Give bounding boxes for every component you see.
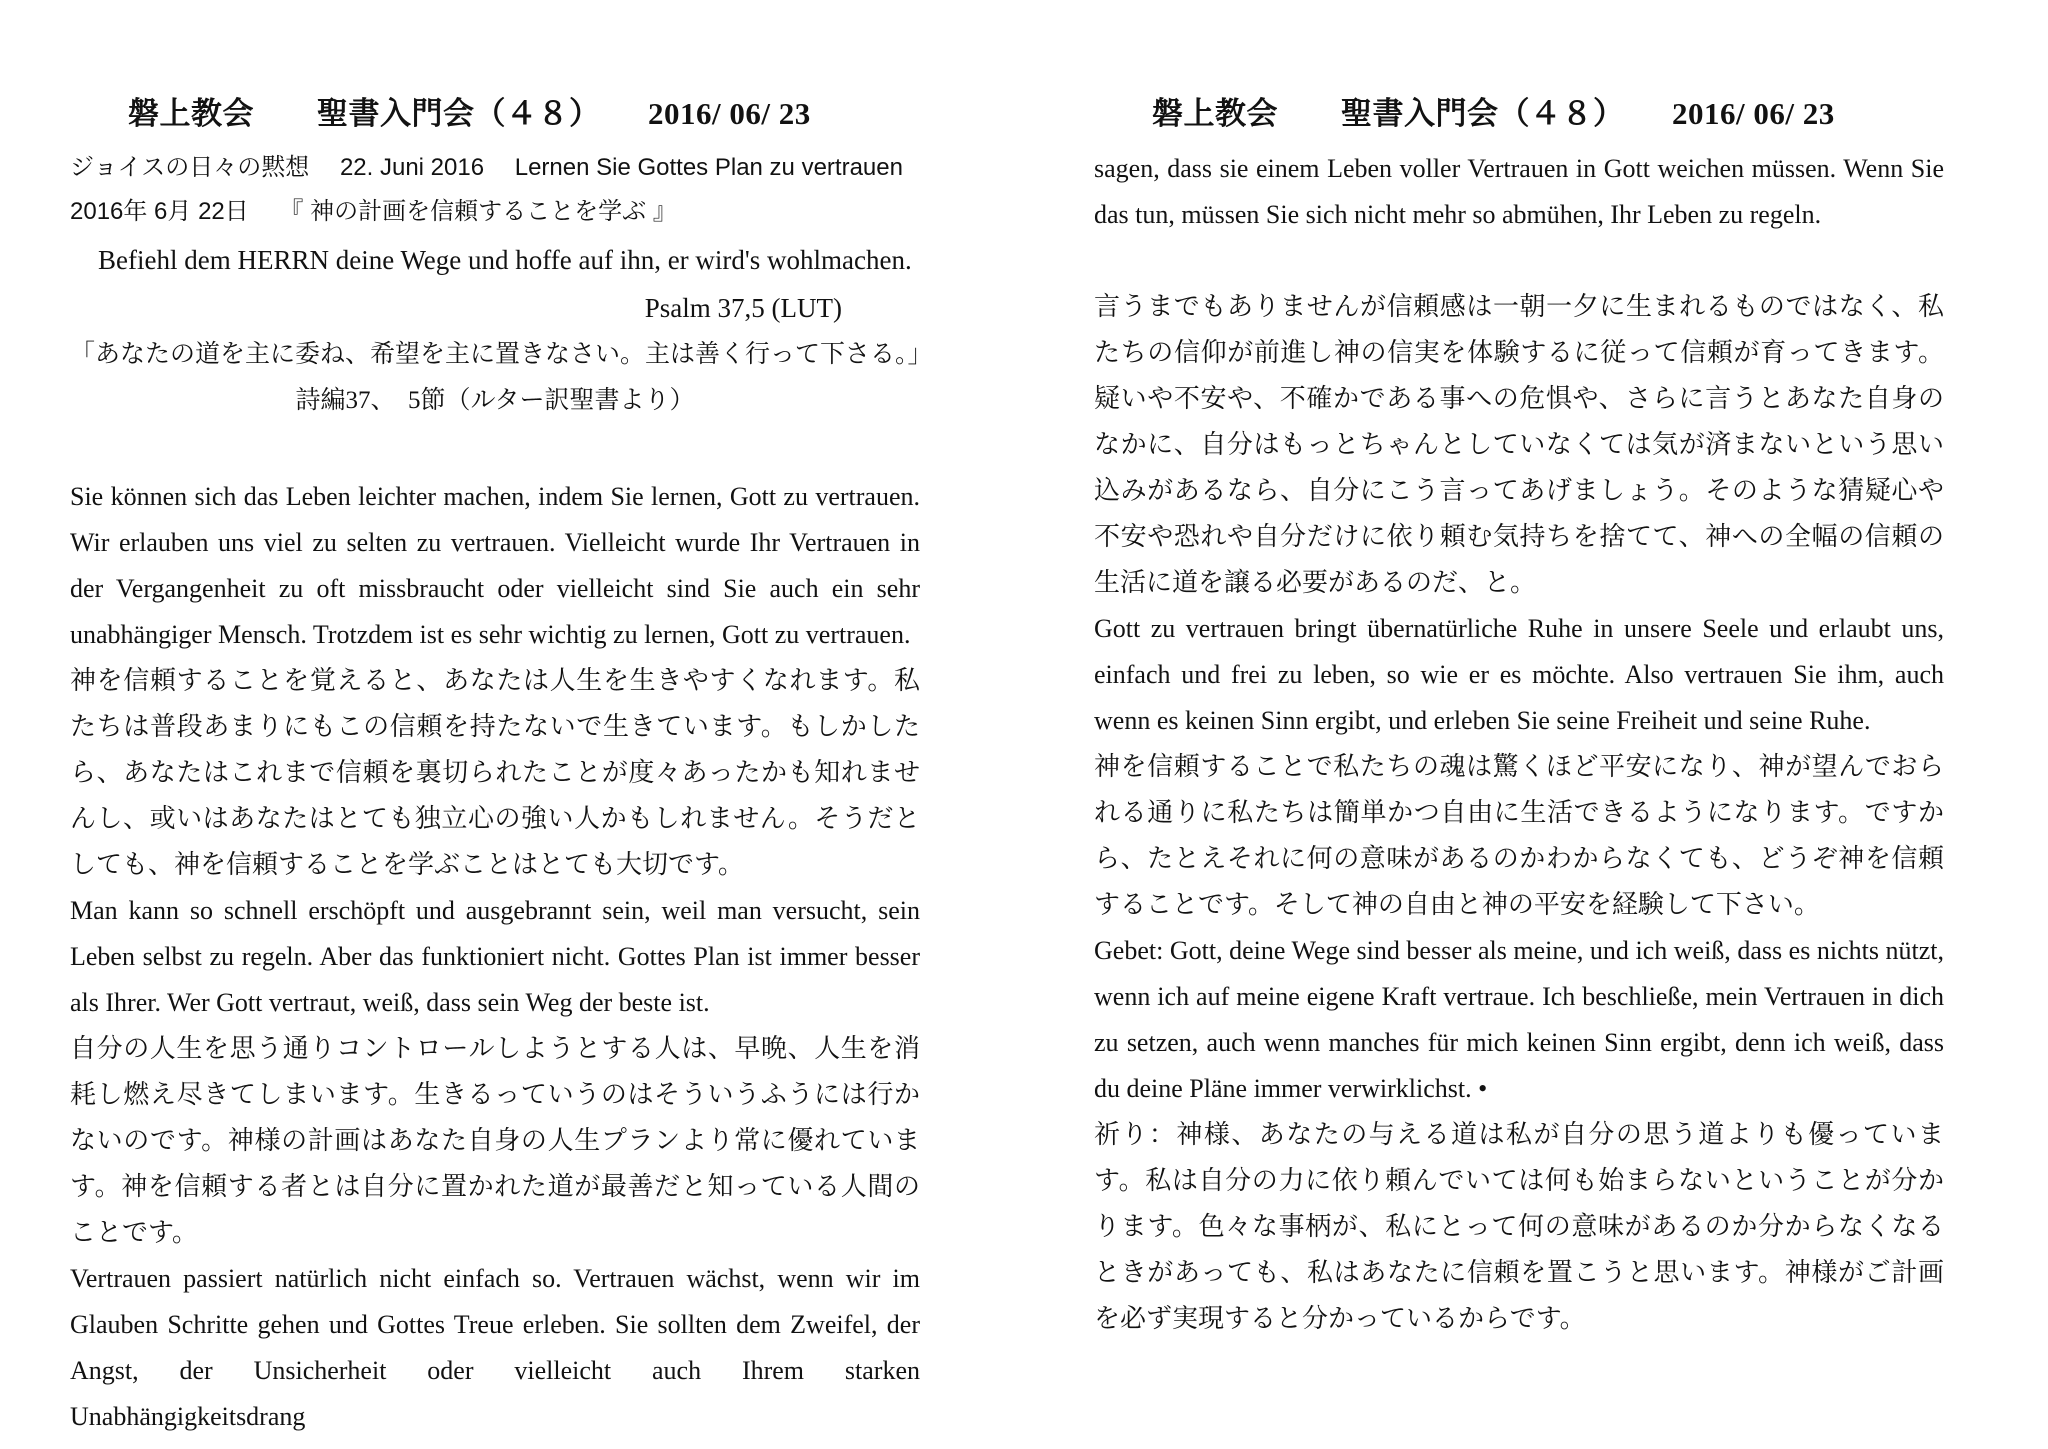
paragraph-japanese: 自分の人生を思う通りコントロールしようとする人は、早晩、人生を消耗し燃え尽きてしまいます。生きるっていうのはそういうふうには行かないのです。神様の計画はあなた自身の人生プランより常に優れています。神を信頼する者とは自分に置かれた道が最善だと知っている人間のことです。 [70, 1034, 920, 1247]
paragraph-german: Man kann so schnell erschöpft und ausgebrannt sein, weil man versucht, sein Leben selbst zu regeln. Aber das funktioniert nicht. Gottes Plan ist immer besser als Ihrer. Wer Gott vertraut, weiß, dass sein Weg der beste ist. [70, 896, 920, 1017]
page-title: 磐上教会 聖書入門会（４８） 2016/ 06/ 23 [1152, 96, 1835, 131]
paragraph-german: Gott zu vertrauen bringt übernatürliche Ruhe in unsere Seele und erlaubt uns, einfach und frei zu leben, so wie er es möchte. Also vertrauen Sie ihm, auch wenn es keinen Sinn ergibt, und erleben Sie seine Freiheit und seine Ruhe. [1094, 614, 1944, 735]
paragraph-japanese: 神を信頼することで私たちの魂は驚くほど平安になり、神が望んでおられる通りに私たちは簡単かつ自由に生活できるようになります。ですから、たとえそれに何の意味があるのかわからなくても、どうぞ神を信頼することです。そして神の自由と神の平安を経験して下さい。 [1094, 752, 1944, 919]
paragraph-german-continuation: sagen, dass sie einem Leben voller Vertrauen in Gott weichen müssen. Wenn Sie das tun, müssen Sie sich nicht mehr so abmühen, Ihr Leben zu regeln. [1094, 154, 1944, 229]
verse-japanese: 「あなたの道を主に委ね、希望を主に置きなさい。主は善く行って下さる。」 [70, 341, 933, 368]
paragraph-japanese: 神を信頼することを覚えると、あなたは人生を生きやすくなれます。私たちは普段あまりにもこの信頼を持たないで生きています。もしかしたら、あなたはこれまで信頼を裏切られたことが度々あったかも知れませんし、或いはあなたはとても独立心の強い人かもしれません。そうだとしても、神を信頼することを学ぶことはとても大切です。 [70, 666, 920, 879]
page-title: 磐上教会 聖書入門会（４８） 2016/ 06/ 23 [128, 96, 811, 131]
left-body-text [70, 474, 920, 1440]
paragraph-japanese: 言うまでもありませんが信頼感は一朝一夕に生まれるものではなく、私たちの信仰が前進し神の信実を体験するに従って信頼が育ってきます。疑いや不安や、不確かである事への危惧や、さらに言うとあなた自身のなかに、自分はもっとちゃんとしていなくては気が済まないという思い込みがあるなら、自分にこう言ってあげましょう。そのような猜疑心や不安や恐れや自分だけに依り頼む気持ちを捨てて、神への全幅の信頼の生活に道を譲る必要があるのだ、と。 [1094, 292, 1944, 597]
meditation-source-line: ジョイスの日々の黙想 22. Juni 2016 Lernen Sie Gottes Plan zu vertrauen [70, 154, 903, 181]
verse-german: Befiehl dem HERRN deine Wege und hoffe auf ihn, er wird's wohlmachen. [98, 245, 912, 275]
meditation-theme-line: 2016年 6月 22日 『 神の計画を信頼することを学ぶ 』 [70, 198, 677, 225]
page-right [1024, 0, 2048, 1449]
paragraph-german: Sie können sich das Leben leichter machen, indem Sie lernen, Gott zu vertrauen. Wir erlauben uns viel zu selten zu vertrauen. Vielleicht wurde Ihr Vertrauen in der Vergangenheit zu oft missbraucht oder vielleicht sind Sie auch ein sehr unabhängiger Mensch. Trotzdem ist es sehr wichtig zu lernen, Gott zu vertrauen. [70, 482, 920, 649]
paragraph-german: Vertrauen passiert natürlich nicht einfach so. Vertrauen wächst, wenn wir im Glauben Schritte gehen und Gottes Treue erleben. Sie sollten dem Zweifel, der Angst, der Unsicherheit oder vielleicht auch Ihrem starken Unabhängigkeitsdrang [70, 1264, 920, 1431]
verse-reference-german: Psalm 37,5 (LUT) [644, 293, 842, 323]
verse-reference-japanese: 詩編37、 5節（ルター訳聖書より） [295, 387, 695, 414]
right-body-text [1094, 146, 1944, 1342]
paragraph-prayer-japanese: 祈り：神様、あなたの与える道は私が自分の思う道よりも優っています。私は自分の力に依り頼んでいては何も始まらないということが分かります。色々な事柄が、私にとって何の意味があるのか分からなくなるときがあっても、私はあなたに信頼を置こうと思います。神様がご計画を必ず実現すると分かっているからです。 [1094, 1120, 1944, 1333]
paragraph-prayer-german: Gebet: Gott, deine Wege sind besser als meine, und ich weiß, dass es nichts nützt, wenn ich auf meine eigene Kraft vertraue. Ich beschließe, mein Vertrauen in dich zu setzen, auch wenn manches für mich keinen Sinn ergibt, denn ich weiß, dass du deine Pläne immer verwirklichst. • [1094, 936, 1944, 1103]
